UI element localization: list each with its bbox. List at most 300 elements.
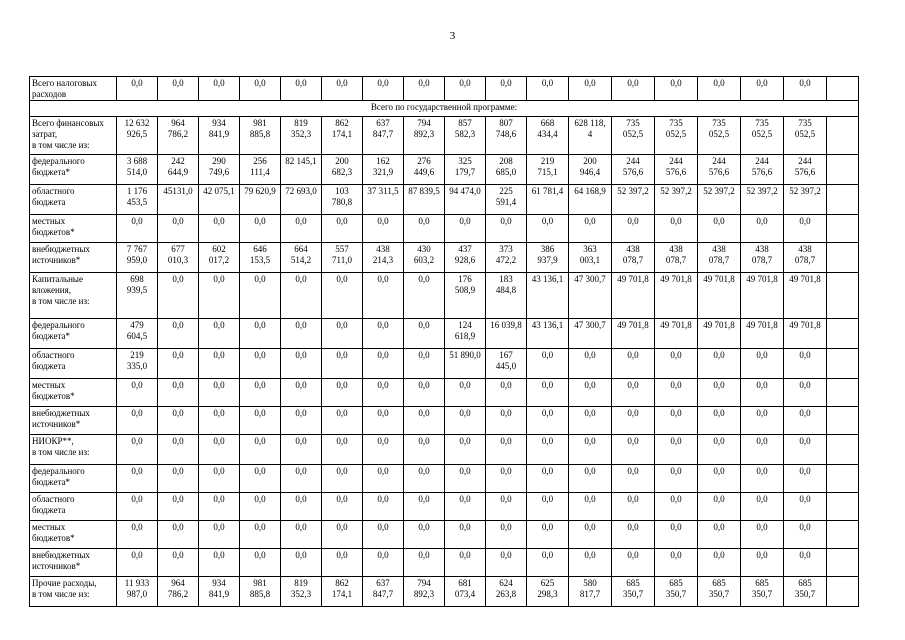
table-cell: 0,0: [363, 435, 404, 465]
table-row: [30, 577, 859, 607]
table-cell: 0,0: [281, 407, 322, 435]
table-cell: 438 214,3: [363, 243, 404, 273]
table-cell: 0,0: [612, 549, 655, 577]
table-cell: 79 620,9: [240, 185, 281, 215]
table-cell: 0,0: [158, 493, 199, 521]
table-cell: 244 576,6: [741, 155, 784, 185]
table-cell: 0,0: [158, 407, 199, 435]
table-cell: 0,0: [527, 215, 569, 243]
table-cell: 0,0: [240, 77, 281, 101]
empty-cell: [827, 273, 859, 319]
table-cell: 0,0: [363, 465, 404, 493]
table-cell: 0,0: [199, 549, 240, 577]
table-cell: 0,0: [158, 379, 199, 407]
table-cell: 0,0: [158, 435, 199, 465]
table-cell: 61 781,4: [527, 185, 569, 215]
table-cell: 0,0: [569, 435, 612, 465]
table-cell: 438 078,7: [741, 243, 784, 273]
table-cell: 646 153,5: [240, 243, 281, 273]
table-row: [30, 77, 859, 101]
table-cell: 49 701,8: [698, 319, 741, 349]
table-cell: 681 073,4: [445, 577, 486, 607]
table-cell: 862 174,1: [322, 117, 363, 155]
table-cell: 16 039,8: [486, 319, 527, 349]
table-cell: 0,0: [486, 521, 527, 549]
table-cell: 0,0: [741, 549, 784, 577]
table-cell: 0,0: [404, 407, 445, 435]
table-cell: 0,0: [569, 493, 612, 521]
table-cell: 0,0: [117, 435, 158, 465]
table-cell: 167 445,0: [486, 349, 527, 379]
table-cell: 0,0: [569, 521, 612, 549]
table-cell: 0,0: [655, 77, 698, 101]
table-cell: 557 711,0: [322, 243, 363, 273]
table-cell: 0,0: [527, 493, 569, 521]
table-cell: 0,0: [322, 435, 363, 465]
table-cell: 0,0: [281, 465, 322, 493]
table-cell: 934 841,9: [199, 577, 240, 607]
table-cell: 0,0: [445, 493, 486, 521]
table-row: [30, 215, 859, 243]
table-cell: 0,0: [784, 349, 827, 379]
table-cell: 964 786,2: [158, 117, 199, 155]
table-cell: 664 514,2: [281, 243, 322, 273]
table-cell: 37 311,5: [363, 185, 404, 215]
table-cell: 0,0: [612, 435, 655, 465]
section-row: [30, 101, 859, 117]
table-cell: 677 010,3: [158, 243, 199, 273]
table-cell: 0,0: [698, 379, 741, 407]
table-cell: 0,0: [569, 407, 612, 435]
table-cell: 0,0: [322, 215, 363, 243]
table-cell: 0,0: [655, 465, 698, 493]
table-cell: 0,0: [240, 521, 281, 549]
table-cell: 244 576,6: [784, 155, 827, 185]
table-cell: 52 397,2: [741, 185, 784, 215]
table-cell: 0,0: [612, 465, 655, 493]
table-cell: 0,0: [612, 349, 655, 379]
table-cell: 0,0: [569, 549, 612, 577]
table-cell: 42 075,1: [199, 185, 240, 215]
table-cell: 49 701,8: [612, 319, 655, 349]
table-row: [30, 117, 859, 155]
table-cell: 0,0: [281, 77, 322, 101]
empty-cell: [827, 407, 859, 435]
empty-cell: [827, 493, 859, 521]
table-cell: 0,0: [363, 549, 404, 577]
table-cell: 0,0: [741, 493, 784, 521]
table-cell: 0,0: [117, 77, 158, 101]
empty-cell: [827, 577, 859, 607]
table-cell: 0,0: [199, 319, 240, 349]
table-cell: 0,0: [784, 407, 827, 435]
table-cell: 857 582,3: [445, 117, 486, 155]
table-cell: 685 350,7: [784, 577, 827, 607]
table-cell: 735 052,5: [655, 117, 698, 155]
row-label: Всего налоговых расходов: [30, 77, 117, 101]
table-cell: 49 701,8: [784, 273, 827, 319]
table-cell: 964 786,2: [158, 577, 199, 607]
table-cell: 0,0: [281, 273, 322, 319]
row-label: областного бюджета: [30, 493, 117, 521]
row-label: Прочие расходы, в том числе из:: [30, 577, 117, 607]
table-cell: 386 937,9: [527, 243, 569, 273]
table-cell: 52 397,2: [655, 185, 698, 215]
table-cell: 0,0: [281, 493, 322, 521]
table-cell: 0,0: [486, 407, 527, 435]
table-cell: 0,0: [527, 549, 569, 577]
table-cell: 244 576,6: [698, 155, 741, 185]
table-cell: 244 576,6: [655, 155, 698, 185]
table-cell: 0,0: [404, 521, 445, 549]
table-cell: 0,0: [612, 407, 655, 435]
table-cell: 49 701,8: [784, 319, 827, 349]
table-cell: 0,0: [655, 549, 698, 577]
table-cell: 0,0: [281, 549, 322, 577]
table-cell: 0,0: [281, 349, 322, 379]
table-cell: 735 052,5: [698, 117, 741, 155]
table-row: [30, 319, 859, 349]
table-cell: 0,0: [741, 521, 784, 549]
table-cell: 0,0: [281, 319, 322, 349]
table-cell: 637 847,7: [363, 117, 404, 155]
table-cell: 0,0: [527, 349, 569, 379]
empty-cell: [827, 77, 859, 101]
table-cell: 0,0: [158, 549, 199, 577]
table-cell: 219 715,1: [527, 155, 569, 185]
table-cell: 819 352,3: [281, 117, 322, 155]
table-cell: 0,0: [199, 215, 240, 243]
table-cell: 628 118, 4: [569, 117, 612, 155]
table-cell: 0,0: [240, 349, 281, 379]
budget-table: [29, 76, 859, 607]
table-cell: 0,0: [404, 319, 445, 349]
table-cell: 11 933 987,0: [117, 577, 158, 607]
table-cell: 0,0: [281, 521, 322, 549]
table-cell: 0,0: [363, 77, 404, 101]
table-cell: 200 682,3: [322, 155, 363, 185]
table-cell: 0,0: [363, 319, 404, 349]
table-cell: 0,0: [741, 465, 784, 493]
table-cell: 183 484,8: [486, 273, 527, 319]
table-cell: 0,0: [281, 215, 322, 243]
table-cell: 0,0: [486, 77, 527, 101]
table-cell: 0,0: [486, 493, 527, 521]
table-cell: 0,0: [404, 215, 445, 243]
row-label: федерального бюджета*: [30, 465, 117, 493]
table-cell: 0,0: [404, 549, 445, 577]
table-cell: 43 136,1: [527, 319, 569, 349]
empty-cell: [827, 549, 859, 577]
table-cell: 438 078,7: [655, 243, 698, 273]
table-cell: 0,0: [240, 407, 281, 435]
table-cell: 162 321,9: [363, 155, 404, 185]
table-cell: 0,0: [527, 407, 569, 435]
table-cell: 0,0: [612, 215, 655, 243]
table-cell: 0,0: [527, 465, 569, 493]
table-cell: 52 397,2: [612, 185, 655, 215]
table-cell: 47 300,7: [569, 319, 612, 349]
table-cell: 862 174,1: [322, 577, 363, 607]
table-cell: 0,0: [199, 407, 240, 435]
table-cell: 0,0: [784, 435, 827, 465]
table-cell: 72 693,0: [281, 185, 322, 215]
table-cell: 0,0: [158, 273, 199, 319]
table-cell: 0,0: [158, 349, 199, 379]
table-cell: 437 928,6: [445, 243, 486, 273]
table-cell: 685 350,7: [655, 577, 698, 607]
table-row: [30, 273, 859, 319]
table-cell: 580 817,7: [569, 577, 612, 607]
row-label: местных бюджетов*: [30, 379, 117, 407]
table-cell: 0,0: [363, 215, 404, 243]
table-cell: 0,0: [240, 549, 281, 577]
table-cell: 0,0: [486, 549, 527, 577]
table-cell: 0,0: [445, 521, 486, 549]
table-cell: 0,0: [784, 549, 827, 577]
table-cell: 200 946,4: [569, 155, 612, 185]
table-cell: 0,0: [655, 215, 698, 243]
table-cell: 0,0: [741, 407, 784, 435]
table-cell: 735 052,5: [741, 117, 784, 155]
table-cell: 0,0: [741, 215, 784, 243]
table-cell: 0,0: [612, 521, 655, 549]
row-label: областного бюджета: [30, 349, 117, 379]
table-cell: 0,0: [404, 273, 445, 319]
table-cell: 0,0: [612, 493, 655, 521]
row-label: Капитальные вложения, в том числе из:: [30, 273, 117, 319]
table-cell: 82 145,1: [281, 155, 322, 185]
table-cell: 0,0: [363, 273, 404, 319]
table-cell: 256 111,4: [240, 155, 281, 185]
table-cell: 0,0: [404, 77, 445, 101]
table-cell: 0,0: [445, 549, 486, 577]
empty-cell: [827, 215, 859, 243]
table-cell: 602 017,2: [199, 243, 240, 273]
table-cell: 794 892,3: [404, 577, 445, 607]
table-cell: 0,0: [117, 465, 158, 493]
table-cell: 0,0: [741, 379, 784, 407]
table-cell: 0,0: [199, 435, 240, 465]
table-cell: 103 780,8: [322, 185, 363, 215]
table-cell: 0,0: [117, 215, 158, 243]
table-cell: 0,0: [698, 435, 741, 465]
table-cell: 276 449,6: [404, 155, 445, 185]
table-row: [30, 435, 859, 465]
table-cell: 0,0: [486, 215, 527, 243]
table-cell: 0,0: [322, 465, 363, 493]
row-label: областного бюджета: [30, 185, 117, 215]
table-cell: 49 701,8: [741, 319, 784, 349]
table-cell: 0,0: [741, 349, 784, 379]
table-cell: 0,0: [199, 349, 240, 379]
table-cell: 0,0: [281, 435, 322, 465]
table-cell: 0,0: [363, 493, 404, 521]
table-cell: 124 618,9: [445, 319, 486, 349]
empty-cell: [827, 521, 859, 549]
table-cell: 51 890,0: [445, 349, 486, 379]
table-cell: 0,0: [240, 435, 281, 465]
table-cell: 807 748,6: [486, 117, 527, 155]
table-cell: 0,0: [404, 435, 445, 465]
table-cell: 225 591,4: [486, 185, 527, 215]
table-cell: 0,0: [612, 77, 655, 101]
table-cell: 0,0: [404, 349, 445, 379]
empty-cell: [827, 185, 859, 215]
table-cell: 735 052,5: [784, 117, 827, 155]
table-cell: 1 176 453,5: [117, 185, 158, 215]
table-cell: 0,0: [199, 273, 240, 319]
empty-cell: [827, 243, 859, 273]
table-cell: 0,0: [199, 521, 240, 549]
table-cell: 0,0: [322, 407, 363, 435]
table-cell: 176 508,9: [445, 273, 486, 319]
row-label: местных бюджетов*: [30, 215, 117, 243]
table-cell: 0,0: [698, 349, 741, 379]
table-cell: 0,0: [158, 319, 199, 349]
table-cell: 43 136,1: [527, 273, 569, 319]
table-cell: 0,0: [486, 435, 527, 465]
table-cell: 981 885,8: [240, 117, 281, 155]
row-label: местных бюджетов*: [30, 521, 117, 549]
table-cell: 87 839,5: [404, 185, 445, 215]
table-cell: 0,0: [158, 521, 199, 549]
table-cell: 0,0: [445, 379, 486, 407]
table-cell: 0,0: [322, 549, 363, 577]
table-cell: 430 603,2: [404, 243, 445, 273]
table-cell: 0,0: [322, 319, 363, 349]
table-cell: 0,0: [486, 465, 527, 493]
table-row: [30, 407, 859, 435]
table-cell: 819 352,3: [281, 577, 322, 607]
table-cell: 325 179,7: [445, 155, 486, 185]
table-cell: 438 078,7: [698, 243, 741, 273]
table-cell: 208 685,0: [486, 155, 527, 185]
page-number: 3: [449, 30, 456, 42]
table-cell: 0,0: [784, 379, 827, 407]
table-row: [30, 465, 859, 493]
table-cell: 0,0: [784, 493, 827, 521]
table-cell: 0,0: [199, 465, 240, 493]
empty-cell: [827, 465, 859, 493]
table-cell: 0,0: [404, 493, 445, 521]
table-cell: 0,0: [240, 379, 281, 407]
table-cell: 219 335,0: [117, 349, 158, 379]
table-cell: 0,0: [445, 465, 486, 493]
table-cell: 242 644,9: [158, 155, 199, 185]
row-label: внебюджетных источников*: [30, 243, 117, 273]
table-cell: 0,0: [698, 521, 741, 549]
table-cell: 0,0: [322, 379, 363, 407]
table-cell: 373 472,2: [486, 243, 527, 273]
row-label: Всего финансовых затрат, в том числе из:: [30, 117, 117, 155]
table-cell: 0,0: [199, 493, 240, 521]
table-cell: 0,0: [655, 493, 698, 521]
table-cell: 0,0: [322, 273, 363, 319]
table-cell: 0,0: [445, 407, 486, 435]
row-label: федерального бюджета*: [30, 155, 117, 185]
table-cell: 668 434,4: [527, 117, 569, 155]
table-cell: 0,0: [569, 465, 612, 493]
table-row: [30, 549, 859, 577]
row-label: внебюджетных источников*: [30, 549, 117, 577]
table-cell: 0,0: [655, 379, 698, 407]
table-cell: 0,0: [445, 215, 486, 243]
empty-cell: [827, 379, 859, 407]
table-cell: 0,0: [363, 379, 404, 407]
table-cell: 0,0: [698, 549, 741, 577]
table-cell: 47 300,7: [569, 273, 612, 319]
table-row: [30, 243, 859, 273]
table-cell: 0,0: [363, 521, 404, 549]
row-label: НИОКР**, в том числе из:: [30, 435, 117, 465]
table-cell: 438 078,7: [612, 243, 655, 273]
table-cell: 934 841,9: [199, 117, 240, 155]
table-cell: 0,0: [322, 521, 363, 549]
table-cell: 0,0: [612, 379, 655, 407]
table-cell: 7 767 959,0: [117, 243, 158, 273]
table-cell: 794 892,3: [404, 117, 445, 155]
table-cell: 735 052,5: [612, 117, 655, 155]
table-cell: 0,0: [445, 77, 486, 101]
table-cell: 0,0: [240, 465, 281, 493]
table-cell: 0,0: [527, 521, 569, 549]
table-cell: 0,0: [655, 435, 698, 465]
row-label: федерального бюджета*: [30, 319, 117, 349]
table-cell: 0,0: [655, 521, 698, 549]
empty-cell: [827, 319, 859, 349]
table-cell: 0,0: [158, 77, 199, 101]
table-row: [30, 349, 859, 379]
table-cell: 0,0: [240, 493, 281, 521]
table-cell: 49 701,8: [612, 273, 655, 319]
table-cell: 49 701,8: [655, 319, 698, 349]
table-cell: 0,0: [199, 77, 240, 101]
table-cell: 52 397,2: [698, 185, 741, 215]
table-row: [30, 379, 859, 407]
table-cell: 0,0: [404, 379, 445, 407]
empty-cell: [827, 435, 859, 465]
table-cell: 479 604,5: [117, 319, 158, 349]
table-cell: 0,0: [569, 349, 612, 379]
table-cell: 64 168,9: [569, 185, 612, 215]
table-cell: 49 701,8: [655, 273, 698, 319]
table-cell: 0,0: [784, 465, 827, 493]
table-cell: 0,0: [117, 549, 158, 577]
table-row: [30, 493, 859, 521]
table-cell: 290 749,6: [199, 155, 240, 185]
table-cell: 0,0: [698, 465, 741, 493]
table-cell: 685 350,7: [741, 577, 784, 607]
table-cell: 0,0: [527, 77, 569, 101]
table-cell: 0,0: [281, 379, 322, 407]
table-cell: 49 701,8: [741, 273, 784, 319]
table-cell: 94 474,0: [445, 185, 486, 215]
table-cell: 0,0: [655, 349, 698, 379]
table-cell: 3 688 514,0: [117, 155, 158, 185]
table-cell: 685 350,7: [612, 577, 655, 607]
table-cell: 0,0: [527, 435, 569, 465]
table-cell: 0,0: [117, 407, 158, 435]
table-cell: 0,0: [158, 465, 199, 493]
table-cell: 0,0: [698, 77, 741, 101]
table-cell: 624 263,8: [486, 577, 527, 607]
table-cell: 685 350,7: [698, 577, 741, 607]
table-cell: 0,0: [240, 273, 281, 319]
table-cell: 0,0: [158, 215, 199, 243]
table-cell: 981 885,8: [240, 577, 281, 607]
section-title: Всего по государственной программе:: [30, 101, 859, 117]
